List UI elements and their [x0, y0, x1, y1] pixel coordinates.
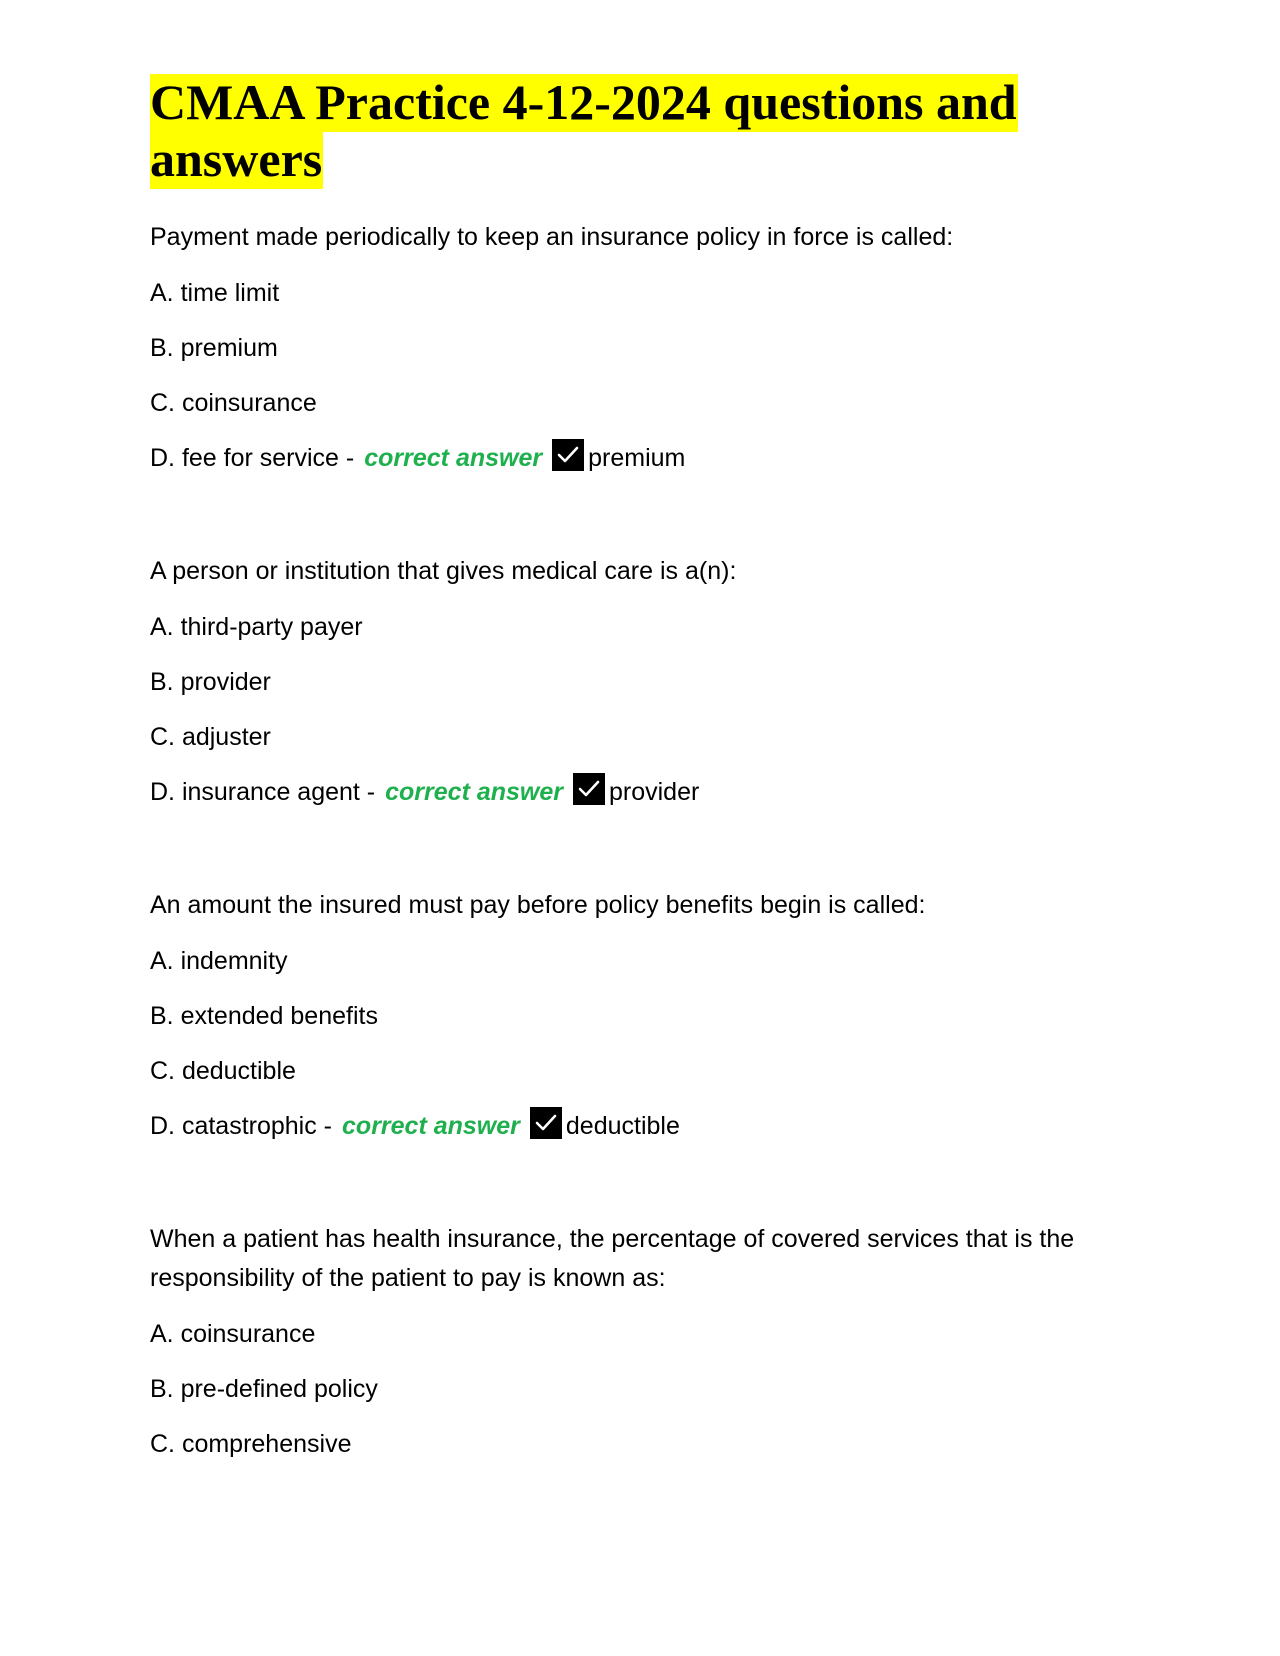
- option-c: C. comprehensive: [150, 1430, 352, 1458]
- option-b: B. extended benefits: [150, 1002, 378, 1030]
- correct-answer-label: correct answer: [342, 1112, 520, 1140]
- option-b: B. premium: [150, 334, 278, 362]
- option-d-with-answer: [150, 439, 1130, 478]
- question-text: When a patient has health insurance, the percentage of covered services that is the responsibility of the patient to pay is known as:: [150, 1225, 1075, 1292]
- correct-answer-value: premium: [588, 444, 686, 472]
- option-b: B. provider: [150, 668, 271, 696]
- option-d: D. insurance agent -: [150, 778, 376, 806]
- document-content: [150, 74, 1130, 1538]
- correct-answer-value: deductible: [565, 1112, 680, 1140]
- option-a: A. coinsurance: [150, 1320, 316, 1348]
- check-mark-icon: [552, 439, 584, 471]
- option-c: C. adjuster: [150, 723, 271, 751]
- document-title: [150, 74, 1130, 188]
- check-mark-icon: [573, 773, 605, 805]
- option-a: A. indemnity: [150, 947, 288, 975]
- option-c: C. deductible: [150, 1057, 296, 1085]
- question-text: Payment made periodically to keep an insurance policy in force is called:: [150, 223, 954, 251]
- correct-answer-label: correct answer: [364, 444, 543, 472]
- question-text: An amount the insured must pay before policy benefits begin is called:: [150, 891, 926, 919]
- option-d: D. catastrophic -: [150, 1112, 333, 1140]
- option-d: D. fee for service -: [150, 444, 355, 472]
- option-b: B. pre-defined policy: [150, 1375, 378, 1403]
- question-text: A person or institution that gives medical care is a(n):: [150, 557, 737, 585]
- option-d-with-answer: [150, 773, 1130, 812]
- check-mark-icon: [530, 1107, 562, 1139]
- option-a: A. time limit: [150, 279, 280, 307]
- correct-answer-value: provider: [609, 778, 700, 806]
- question-block: [150, 552, 1130, 812]
- option-d-with-answer: [150, 1107, 1130, 1146]
- question-block: [150, 218, 1130, 478]
- correct-answer-label: correct answer: [385, 778, 563, 806]
- option-c: C. coinsurance: [150, 389, 317, 417]
- option-a: A. third-party payer: [150, 613, 363, 641]
- question-block: [150, 886, 1130, 1146]
- title-highlight: CMAA Practice 4-12-2024 questions and answers: [150, 74, 1017, 187]
- question-block: [150, 1220, 1130, 1464]
